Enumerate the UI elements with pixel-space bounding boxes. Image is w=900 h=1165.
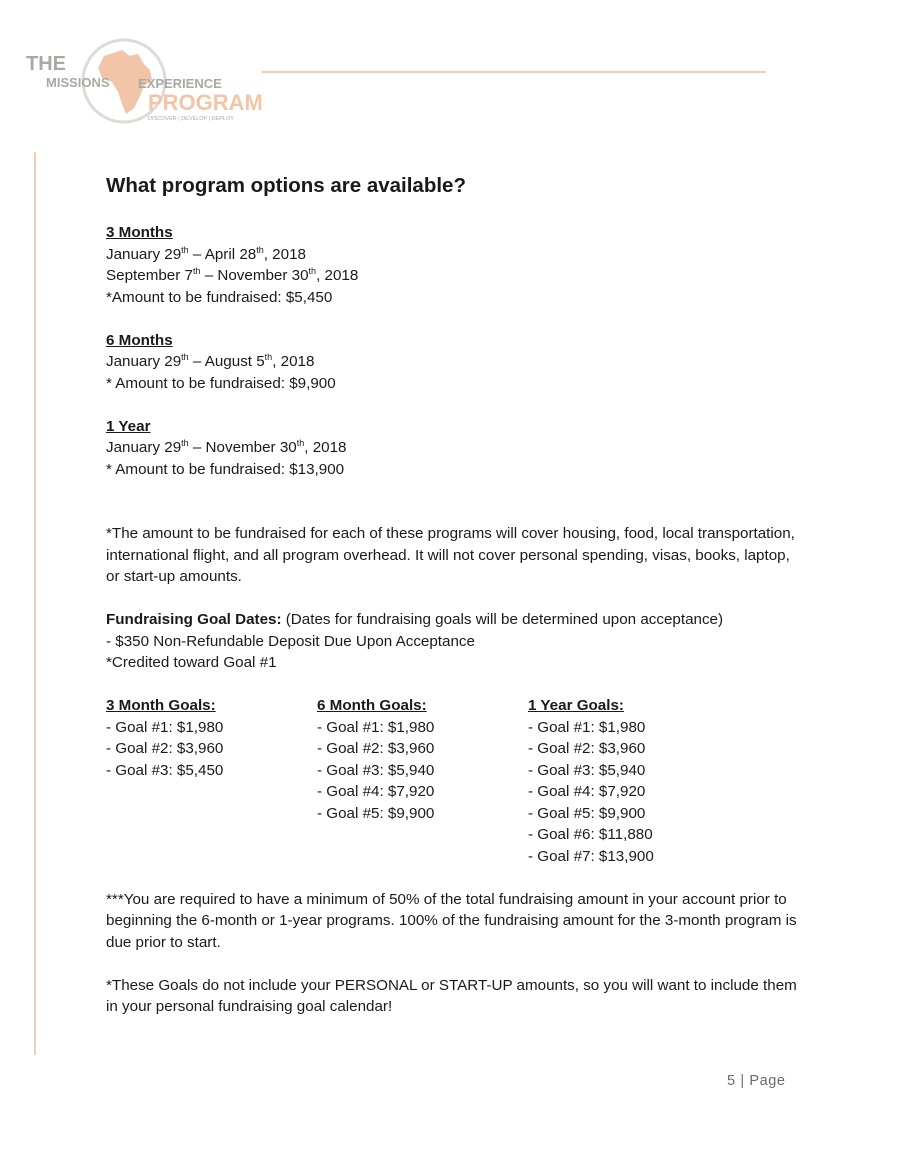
goal-item: - Goal #1: $1,980	[106, 718, 224, 736]
goal-item: - Goal #2: $3,960	[528, 740, 646, 757]
goal-item: - Goal #4: $7,920	[528, 783, 646, 800]
goal-item: - Goal #2: $3,960	[106, 740, 224, 757]
goal-item: - Goal #7: $13,900	[528, 847, 654, 865]
goal-item: - Goal #5: $9,900	[317, 804, 435, 822]
page-title: What program options are available?	[106, 174, 466, 197]
side-divider	[34, 152, 36, 1055]
goals-column-title: 1 Year Goals:	[528, 697, 624, 714]
goal-item: - Goal #1: $1,980	[317, 718, 435, 736]
page-number: 5	[727, 1073, 736, 1089]
page-content	[106, 172, 806, 1039]
program-dates: September 7th – November 30th, 2018	[106, 266, 359, 284]
goals-table	[106, 695, 806, 867]
footer-separator: |	[740, 1073, 745, 1089]
goal-item: - Goal #5: $9,900	[528, 804, 646, 822]
header-divider	[262, 71, 766, 73]
program-amount: * Amount to be fundraised: $13,900	[106, 460, 345, 478]
goals-column-3-month	[106, 695, 317, 867]
goals-note: *These Goals do not include your PERSONAL or START-UP amounts, so you will want to include them in your personal fundraising goal calendar!	[106, 976, 797, 1015]
logo-tagline: DISCOVER | DEVELOP | DEPLOY	[148, 116, 234, 122]
program-dates: January 29th – August 5th, 2018	[106, 352, 315, 370]
goal-item: - Goal #6: $11,880	[528, 826, 653, 843]
coverage-note: *The amount to be fundraised for each of these programs will cover housing, food, local transportation, international flight, and all program overhead. It will not cover personal spending, visas, books, laptop, or start-up amounts.	[106, 525, 795, 585]
program-dates: January 29th – November 30th, 2018	[106, 438, 347, 456]
missions-program-logo	[26, 34, 263, 129]
goal-item: - Goal #3: $5,940	[317, 761, 435, 779]
logo	[26, 34, 263, 129]
goal-item: - Goal #3: $5,940	[528, 761, 646, 779]
program-3-months	[106, 222, 806, 308]
logo-word-program: PROGRAM	[148, 90, 263, 115]
deposit-line: - $350 Non-Refundable Deposit Due Upon Acceptance	[106, 632, 475, 650]
program-amount: * Amount to be fundraised: $9,900	[106, 374, 336, 392]
program-title: 3 Months	[106, 224, 173, 241]
requirement-note: ***You are required to have a minimum of 50% of the total fundraising amount in your account prior to beginning the 6-month or 1-year programs. 100% of the fundraising amount for the 3-month program is due prior to start.	[106, 890, 797, 951]
logo-word-the: THE	[26, 53, 66, 75]
logo-word-missions: MISSIONS	[46, 75, 110, 90]
goal-item: - Goal #2: $3,960	[317, 740, 435, 757]
program-title: 1 Year	[106, 417, 151, 435]
fundraising-goal-dates	[106, 609, 806, 674]
program-1-year	[106, 416, 806, 481]
goals-column-1-year	[528, 695, 739, 867]
program-6-months	[106, 330, 806, 395]
goals-column-6-month	[317, 695, 528, 867]
logo-word-experience: EXPERIENCE	[138, 76, 222, 91]
program-amount: *Amount to be fundraised: $5,450	[106, 288, 333, 306]
goal-item: - Goal #3: $5,450	[106, 761, 224, 779]
goals-column-title: 3 Month Goals:	[106, 697, 216, 714]
fundraising-label-note: (Dates for fundraising goals will be determined upon acceptance)	[281, 611, 724, 628]
goal-item: - Goal #4: $7,920	[317, 783, 435, 800]
credited-line: *Credited toward Goal #1	[106, 654, 277, 671]
page-label: Page	[749, 1073, 786, 1089]
fundraising-label: Fundraising Goal Dates:	[106, 611, 282, 628]
program-dates: January 29th – April 28th, 2018	[106, 244, 306, 263]
page-footer	[727, 1073, 786, 1089]
goals-column-title: 6 Month Goals:	[317, 697, 427, 714]
goal-item: - Goal #1: $1,980	[528, 718, 646, 736]
program-title: 6 Months	[106, 331, 173, 349]
